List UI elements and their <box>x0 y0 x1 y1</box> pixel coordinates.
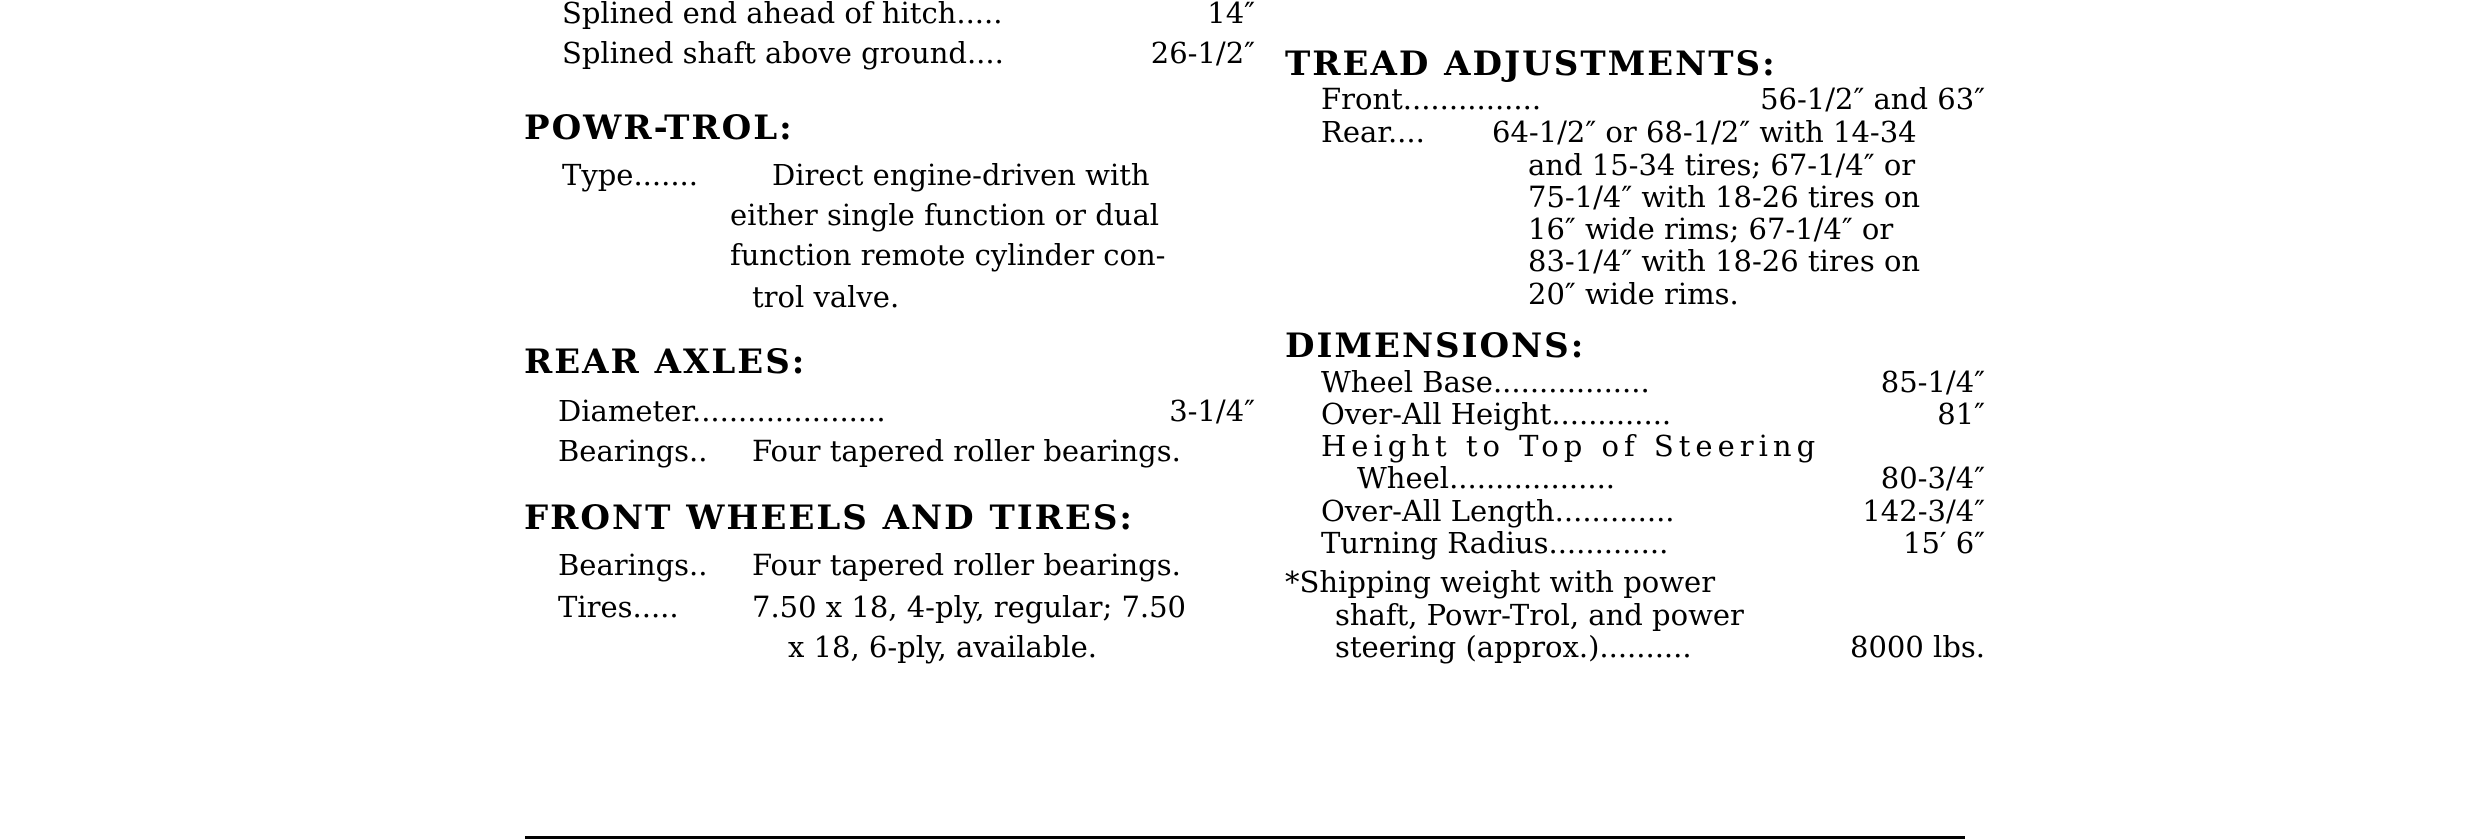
tread-rear-line-3: 75-1/4″ with 18-26 tires on <box>1528 180 1921 214</box>
dimensions-row-label: Over-All Height............. <box>1321 397 1672 431</box>
front-wheels-heading: FRONT WHEELS AND TIRES: <box>524 498 1134 538</box>
dimensions-row-value: 80-3/4″ <box>1880 461 1985 495</box>
front-wheels-tires-label: Tires..... <box>558 590 679 624</box>
dimensions-row-label: Over-All Length............. <box>1321 494 1675 528</box>
front-wheels-bearings-value: Four tapered roller bearings. <box>752 548 1181 582</box>
powr-trol-type-line-3: function remote cylinder con- <box>730 238 1166 272</box>
front-wheels-bearings-label: Bearings.. <box>558 548 708 582</box>
tread-front-label: Front............... <box>1321 82 1542 116</box>
powr-trol-type-label: Type....... <box>562 158 698 192</box>
dimensions-row-value: 81″ <box>1937 397 1985 431</box>
shipping-line-2: shaft, Powr-Trol, and power <box>1335 598 1744 632</box>
powr-trol-heading: POWR-TROL: <box>524 108 794 148</box>
dimensions-heading: DIMENSIONS: <box>1285 326 1586 366</box>
rear-axles-diameter-label: Diameter..................... <box>558 394 886 428</box>
powr-trol-type-line-4: trol valve. <box>752 280 900 314</box>
rear-axles-diameter-value: 3-1/4″ <box>1169 394 1255 428</box>
pto-splined-shaft-value: 26-1/2″ <box>1150 36 1255 70</box>
front-wheels-tires-line-2: x 18, 6-ply, available. <box>788 630 1097 664</box>
tread-rear-line-4: 16″ wide rims; 67-1/4″ or <box>1528 212 1894 246</box>
powr-trol-type-line-1: Direct engine-driven with <box>772 158 1150 192</box>
tread-rear-line-2: and 15-34 tires; 67-1/4″ or <box>1528 148 1916 182</box>
dimensions-row-label: Turning Radius............. <box>1321 526 1669 560</box>
dimensions-row-label: Wheel.................. <box>1357 461 1616 495</box>
tread-front-value: 56-1/2″ and 63″ <box>1760 82 1985 116</box>
rear-axles-heading: REAR AXLES: <box>524 342 807 382</box>
front-wheels-tires-line-1: 7.50 x 18, 4-ply, regular; 7.50 <box>752 590 1187 624</box>
tread-heading: TREAD ADJUSTMENTS: <box>1285 44 1777 84</box>
tread-rear-line-1: 64-1/2″ or 68-1/2″ with 14-34 <box>1492 115 1917 149</box>
dimensions-row-value: 85-1/4″ <box>1880 365 1985 399</box>
rear-axles-bearings-label: Bearings.. <box>558 434 708 468</box>
shipping-line-3: steering (approx.).......... <box>1335 630 1692 664</box>
pto-splined-shaft-label: Splined shaft above ground.... <box>562 36 1004 70</box>
tread-rear-line-5: 83-1/4″ with 18-26 tires on <box>1528 244 1921 278</box>
powr-trol-type-line-2: either single function or dual <box>730 198 1160 232</box>
bottom-rule <box>525 836 1965 839</box>
dimensions-row-value: 15′ 6″ <box>1903 526 1985 560</box>
pto-splined-end-value: 14″ <box>1207 0 1255 30</box>
shipping-line-1: *Shipping weight with power <box>1285 565 1716 599</box>
rear-axles-bearings-value: Four tapered roller bearings. <box>752 434 1181 468</box>
dimensions-row-value: 142-3/4″ <box>1862 494 1985 528</box>
tread-rear-line-6: 20″ wide rims. <box>1528 277 1739 311</box>
dimensions-row-label: Height to Top of Steering <box>1321 429 1821 463</box>
shipping-value: 8000 lbs. <box>1850 630 1985 664</box>
dimensions-row-label: Wheel Base................. <box>1321 365 1650 399</box>
pto-splined-end-label: Splined end ahead of hitch..... <box>562 0 1003 30</box>
tread-rear-label: Rear.... <box>1321 115 1425 149</box>
